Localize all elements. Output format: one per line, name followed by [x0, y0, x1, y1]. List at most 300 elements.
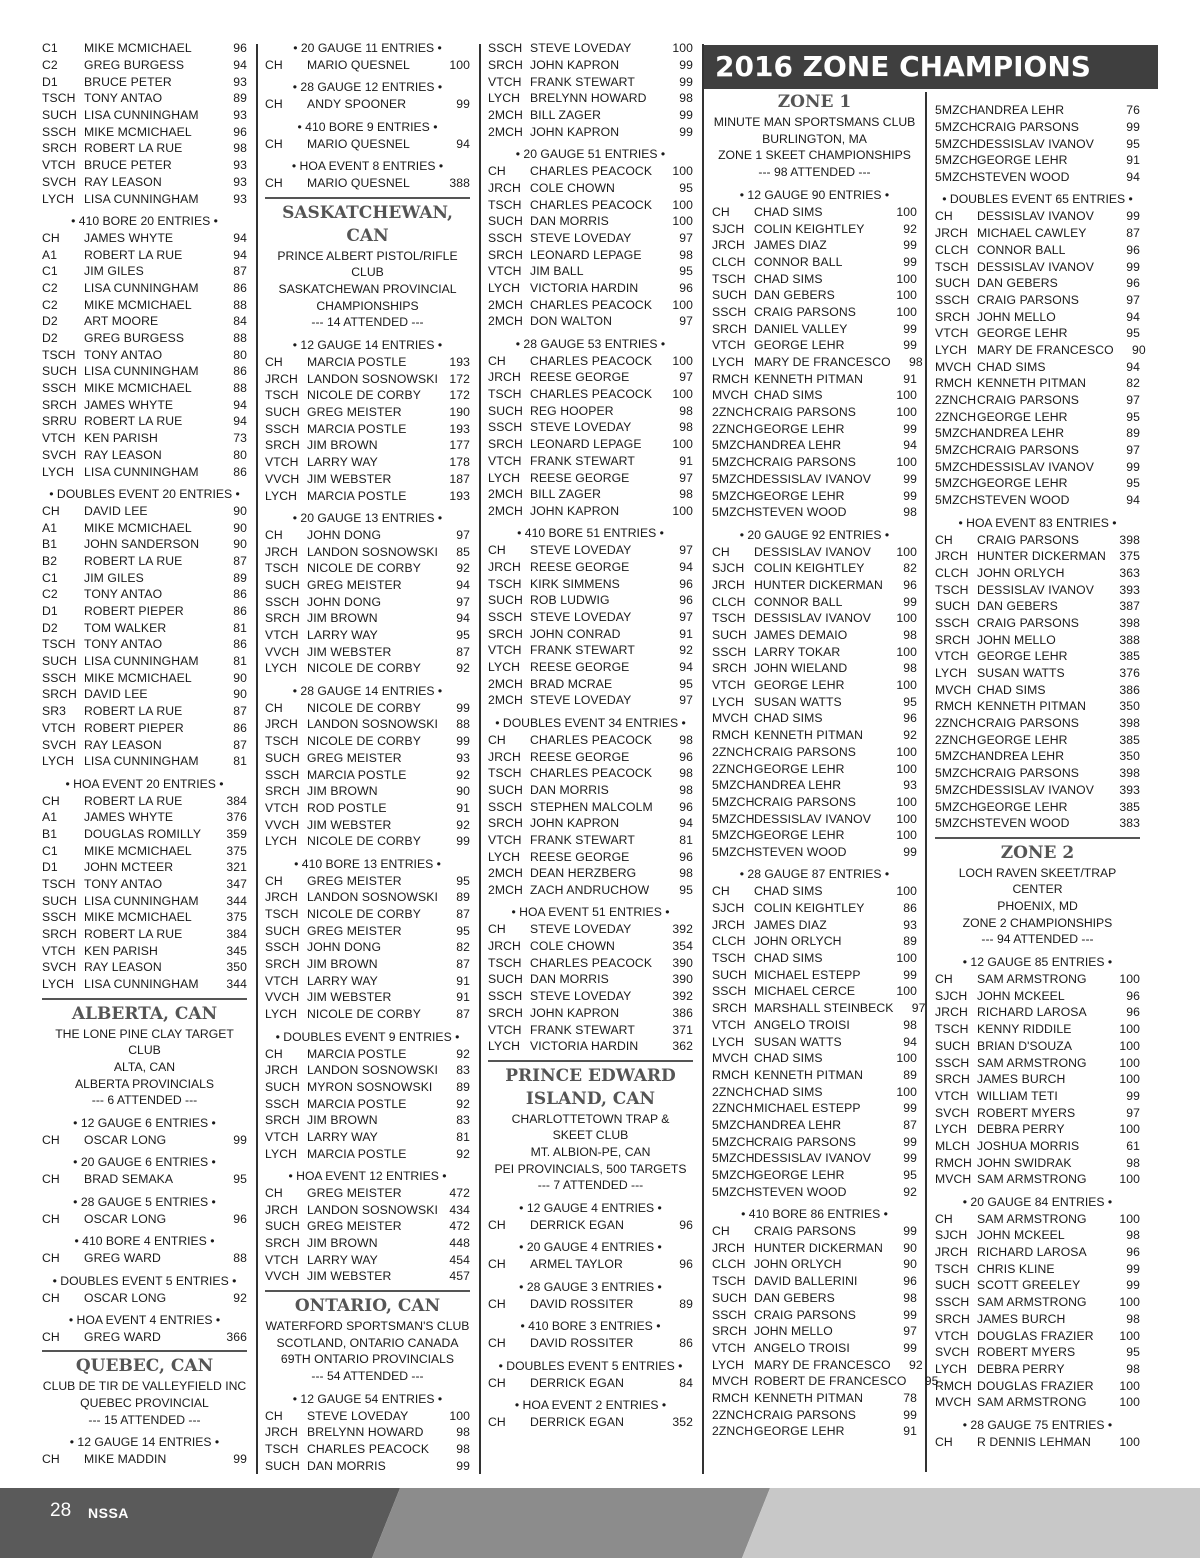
result-row	[42, 263, 247, 280]
class-code: 5MZCH	[935, 170, 978, 185]
shooter-name: FRANK STEWART	[530, 1022, 635, 1037]
score: 94	[233, 58, 247, 73]
result-row	[42, 380, 247, 397]
class-code: SUCH	[265, 750, 300, 765]
score: 86	[903, 901, 917, 916]
result-row	[488, 1217, 693, 1234]
score: 100	[672, 164, 693, 179]
class-code: SRCH	[265, 1236, 300, 1251]
class-code: C1	[42, 264, 58, 279]
shooter-name: GREG WARD	[84, 1329, 161, 1344]
score: 100	[1119, 1055, 1140, 1070]
shooter-name: ART MOORE	[84, 314, 159, 329]
class-code: SUCH	[712, 288, 747, 303]
score: 99	[456, 97, 470, 112]
result-row	[265, 1062, 470, 1079]
result-row	[935, 1260, 1140, 1277]
shooter-name: ROBERT LA RUE	[84, 553, 183, 568]
shooter-name: LARRY WAY	[307, 973, 378, 988]
result-row	[488, 882, 693, 899]
score: 366	[226, 1329, 247, 1344]
result-row	[488, 1256, 693, 1273]
result-row	[42, 926, 247, 943]
class-code: SJCH	[712, 901, 745, 916]
score: 82	[456, 940, 470, 955]
class-code: SVCH	[42, 174, 77, 189]
class-code: VTCH	[935, 649, 969, 664]
score: 97	[1126, 443, 1140, 458]
result-row	[935, 782, 1140, 799]
event-heading: • 20 GAUGE 4 ENTRIES •	[519, 1240, 662, 1255]
score: 82	[1126, 376, 1140, 391]
score: 76	[1126, 103, 1140, 118]
result-row	[488, 402, 693, 419]
result-row	[935, 208, 1140, 225]
score: 98	[903, 1290, 917, 1305]
class-code: VTCH	[42, 431, 76, 446]
class-code: CH	[488, 1296, 506, 1311]
score: 97	[679, 230, 693, 245]
event-heading: • HOA EVENT 51 ENTRIES •	[511, 905, 670, 920]
class-code: SSCH	[488, 799, 523, 814]
section-header	[488, 1060, 693, 1111]
score: 99	[1126, 1261, 1140, 1276]
result-row	[265, 783, 470, 800]
shooter-name: CHAD SIMS	[977, 682, 1046, 697]
result-row	[488, 988, 693, 1005]
shooter-name: TONY ANTAO	[84, 877, 163, 892]
class-code: 5MZCH	[935, 120, 978, 135]
shooter-name: MIKE MCMICHAEL	[84, 297, 192, 312]
shooter-name: DAN MORRIS	[530, 214, 609, 229]
shooter-name: STEVE LOVEDAY	[530, 230, 632, 245]
result-row	[935, 325, 1140, 342]
class-code: C1	[42, 41, 58, 56]
result-row	[712, 660, 917, 677]
result-row	[265, 1006, 470, 1023]
result-row	[488, 40, 693, 57]
class-code: 2MCH	[488, 108, 523, 123]
score: 347	[226, 877, 247, 892]
class-code: LYCH	[488, 470, 521, 485]
shooter-name: MARCIA POSTLE	[307, 355, 407, 370]
shooter-name: JIM BROWN	[307, 438, 378, 453]
score: 100	[896, 455, 917, 470]
result-row	[42, 123, 247, 140]
section-info-line: ZONE 1 SKEET CHAMPIONSHIPS	[718, 148, 911, 163]
result-row	[712, 744, 917, 761]
result-row	[488, 954, 693, 971]
result-row	[712, 1000, 926, 1017]
class-code: 2ZNCH	[712, 405, 754, 420]
result-row	[488, 213, 693, 230]
shooter-name: CHAD SIMS	[977, 359, 1046, 374]
score: 472	[449, 1219, 470, 1234]
result-row	[935, 1311, 1140, 1328]
section-title: ZONE 2	[1000, 842, 1075, 863]
score: 96	[679, 799, 693, 814]
shooter-name: JIM BROWN	[307, 1113, 378, 1128]
result-row	[42, 686, 247, 703]
result-row	[935, 1054, 1140, 1071]
class-code: SRCH	[42, 687, 77, 702]
class-code: CH	[265, 1186, 283, 1201]
shooter-name: ROBERT LA RUE	[84, 414, 183, 429]
result-row	[935, 408, 1140, 425]
class-code: LYCH	[935, 342, 968, 357]
class-code: TSCH	[265, 388, 299, 403]
result-row	[935, 1344, 1140, 1361]
score: 84	[233, 314, 247, 329]
class-code: LYCH	[488, 1039, 521, 1054]
shooter-name: ARMEL TAYLOR	[530, 1257, 623, 1272]
score: 91	[679, 626, 693, 641]
class-code: 5MZCH	[712, 438, 755, 453]
shooter-name: BILL ZAGER	[530, 487, 601, 502]
shooter-name: DEBRA PERRY	[977, 1361, 1065, 1376]
event-heading: • HOA EVENT 83 ENTRIES •	[958, 515, 1117, 530]
score: 98	[1126, 1361, 1140, 1376]
class-code: CH	[42, 1290, 60, 1305]
class-code: CH	[488, 353, 506, 368]
result-row	[935, 1277, 1140, 1294]
score: 86	[233, 720, 247, 735]
shooter-name: GEORGE LEHR	[977, 326, 1068, 341]
shooter-name: LEONARD LEPAGE	[530, 437, 642, 452]
score: 385	[1119, 732, 1140, 747]
shooter-name: CHAD SIMS	[754, 388, 823, 403]
class-code: VTCH	[265, 628, 299, 643]
class-code: TSCH	[42, 347, 76, 362]
result-row	[42, 107, 247, 124]
result-row	[265, 404, 470, 421]
result-row	[935, 458, 1140, 475]
results-column-1	[42, 40, 247, 1468]
result-row	[42, 346, 247, 363]
shooter-name: SCOTT GREELEY	[977, 1278, 1081, 1293]
score: 89	[679, 1296, 693, 1311]
shooter-name: ANDREA LEHR	[977, 749, 1065, 764]
score: 91	[903, 1424, 917, 1439]
shooter-name: ROBERT LA RUE	[84, 793, 183, 808]
shooter-name: CRAIG PARSONS	[977, 615, 1079, 630]
result-row	[265, 560, 470, 577]
result-row	[42, 447, 247, 464]
class-code: VVCH	[265, 1269, 300, 1284]
shooter-name: ROB LUDWIG	[530, 593, 610, 608]
result-row	[42, 809, 247, 826]
result-row	[935, 971, 1140, 988]
shooter-name: KENNETH PITMAN	[977, 376, 1087, 391]
shooter-name: JOHN SWIDRAK	[977, 1155, 1072, 1170]
score: 99	[456, 700, 470, 715]
score: 86	[233, 604, 247, 619]
section-info-line: CLUB DE TIR DE VALLEYFIELD INC	[42, 1379, 247, 1394]
event-heading: • 410 BORE 4 ENTRIES •	[74, 1234, 215, 1249]
shooter-name: HUNTER DICKERMAN	[754, 1240, 883, 1255]
shooter-name: JOHN MELLO	[977, 309, 1056, 324]
shooter-name: CONNOR BALL	[977, 242, 1066, 257]
result-row	[712, 710, 917, 727]
shooter-name: DAVID LEE	[84, 503, 148, 518]
shooter-name: REG HOOPER	[530, 403, 614, 418]
class-code: LYCH	[265, 834, 298, 849]
score: 94	[903, 438, 917, 453]
result-row	[488, 625, 693, 642]
shooter-name: BRIAN D'SOUZA	[977, 1038, 1073, 1053]
shooter-name: ROBERT MYERS	[977, 1105, 1076, 1120]
shooter-name: BRELYNN HOWARD	[530, 91, 647, 106]
class-code: VTCH	[488, 453, 522, 468]
result-row	[488, 503, 693, 520]
class-code: SR3	[42, 704, 67, 719]
shooter-name: KENNETH PITMAN	[754, 1390, 864, 1405]
class-code: JRCH	[712, 917, 745, 932]
result-row	[42, 1171, 247, 1188]
event-heading: • DOUBLES EVENT 65 ENTRIES •	[942, 192, 1133, 207]
class-code: 5MZCH	[935, 103, 978, 118]
shooter-name: CRAIG PARSONS	[977, 532, 1079, 547]
shooter-name: JAMES DIAZ	[754, 917, 827, 932]
event-heading: • 20 GAUGE 6 ENTRIES •	[73, 1155, 216, 1170]
shooter-name: TONY ANTAO	[84, 91, 163, 106]
class-code: 2ZNCH	[712, 421, 754, 436]
score: 448	[449, 1236, 470, 1251]
score: 99	[233, 1452, 247, 1467]
score: 98	[1126, 1228, 1140, 1243]
shooter-name: NICOLE DE CORBY	[307, 907, 421, 922]
event-heading: • 28 GAUGE 75 ENTRIES •	[962, 1417, 1113, 1432]
class-code: CH	[265, 97, 283, 112]
shooter-name: REESE GEORGE	[530, 470, 630, 485]
score: 87	[233, 704, 247, 719]
shooter-name: DESSISLAV IVANOV	[754, 471, 871, 486]
result-row	[712, 643, 917, 660]
score: 99	[903, 967, 917, 982]
shooter-name: NICOLE DE CORBY	[307, 561, 421, 576]
shooter-name: GEORGE LEHR	[977, 476, 1068, 491]
shooter-name: TONY ANTAO	[84, 347, 163, 362]
shooter-name: DAN GEBERS	[754, 288, 835, 303]
class-code: VTCH	[712, 1017, 746, 1032]
class-code: SJCH	[712, 221, 745, 236]
result-row	[935, 1138, 1140, 1155]
score: 87	[456, 1007, 470, 1022]
score: 99	[1126, 259, 1140, 274]
class-code: 5MZCH	[712, 811, 755, 826]
shooter-name: WILLIAM TETI	[977, 1088, 1058, 1103]
shooter-name: RAY LEASON	[84, 174, 162, 189]
class-code: D2	[42, 620, 58, 635]
result-row	[488, 73, 693, 90]
score: 99	[679, 108, 693, 123]
class-code: B1	[42, 537, 58, 552]
shooter-name: GEORGE LEHR	[754, 1168, 845, 1183]
class-code: CH	[265, 873, 283, 888]
shooter-name: DESSISLAV IVANOV	[754, 1151, 871, 1166]
class-code: SUCH	[488, 403, 523, 418]
score: 93	[456, 750, 470, 765]
shooter-name: DERRICK EGAN	[530, 1375, 624, 1390]
class-code: SSCH	[935, 1055, 970, 1070]
score: 100	[672, 41, 693, 56]
score: 97	[1126, 393, 1140, 408]
result-row	[265, 454, 470, 471]
score: 352	[672, 1414, 693, 1429]
class-code: JRCH	[265, 544, 298, 559]
result-row	[935, 1104, 1140, 1121]
result-row	[712, 900, 917, 917]
class-code: LYCH	[42, 977, 75, 992]
score: 99	[903, 254, 917, 269]
shooter-name: GEORGE LEHR	[977, 799, 1068, 814]
score: 88	[233, 381, 247, 396]
class-code: VTCH	[488, 1022, 522, 1037]
class-code: JRCH	[712, 577, 745, 592]
score: 100	[896, 611, 917, 626]
results-column-2	[265, 40, 470, 1474]
score: 99	[903, 844, 917, 859]
score: 92	[456, 561, 470, 576]
shooter-name: JIM BALL	[530, 264, 584, 279]
score: 96	[1126, 1005, 1140, 1020]
class-code: RMCH	[712, 371, 749, 386]
score: 96	[233, 1211, 247, 1226]
score: 99	[903, 321, 917, 336]
result-row	[42, 463, 247, 480]
class-code: TSCH	[935, 259, 969, 274]
class-code: JRCH	[265, 1425, 298, 1440]
score: 88	[233, 331, 247, 346]
class-code: SRCH	[265, 611, 300, 626]
class-code: CH	[488, 1257, 506, 1272]
score: 98	[679, 866, 693, 881]
shooter-name: SUSAN WATTS	[754, 1034, 842, 1049]
score: 94	[679, 660, 693, 675]
class-code: TSCH	[935, 582, 969, 597]
score: 87	[233, 737, 247, 752]
result-row	[935, 698, 1140, 715]
shooter-name: CHARLES PEACOCK	[530, 732, 653, 747]
result-row	[42, 140, 247, 157]
section-info-line: CHAMPIONSHIPS	[316, 298, 419, 313]
class-code: RMCH	[935, 699, 972, 714]
score: 96	[679, 1257, 693, 1272]
result-row	[42, 296, 247, 313]
shooter-name: GEORGE LEHR	[977, 153, 1068, 168]
class-code: RMCH	[935, 1155, 972, 1170]
class-code: VTCH	[488, 74, 522, 89]
shooter-name: ROBERT LA RUE	[84, 704, 183, 719]
result-row	[42, 1289, 247, 1306]
result-row	[265, 1218, 470, 1235]
score: 90	[233, 687, 247, 702]
class-code: SSCH	[488, 420, 523, 435]
score: 98	[679, 91, 693, 106]
score: 454	[449, 1252, 470, 1267]
result-row	[935, 765, 1140, 782]
class-code: SUCH	[935, 276, 970, 291]
score: 100	[896, 884, 917, 899]
score: 94	[456, 611, 470, 626]
class-code: CH	[935, 1211, 953, 1226]
class-code: A1	[42, 520, 58, 535]
result-row	[42, 1132, 247, 1149]
result-row	[712, 220, 917, 237]
result-row	[712, 577, 917, 594]
score: 96	[233, 41, 247, 56]
class-code: SJCH	[935, 988, 968, 1003]
result-row	[935, 1088, 1140, 1105]
score: 92	[456, 817, 470, 832]
section-info-line: 69TH ONTARIO PROVINCIALS	[280, 1352, 455, 1367]
class-code: VTCH	[712, 1340, 746, 1355]
class-code: SSCH	[42, 381, 77, 396]
class-code: MVCH	[935, 682, 972, 697]
class-code: CH	[42, 793, 60, 808]
shooter-name: OSCAR LONG	[84, 1133, 167, 1148]
shooter-name: GREG MEISTER	[307, 577, 402, 592]
result-row	[265, 354, 470, 371]
shooter-name: GEORGE LEHR	[977, 732, 1068, 747]
shooter-name: LANDON SOSNOWSKI	[307, 544, 438, 559]
result-row	[42, 313, 247, 330]
class-code: TSCH	[42, 877, 76, 892]
result-row	[265, 527, 470, 544]
shooter-name: CRAIG PARSONS	[754, 1224, 856, 1239]
shooter-name: CRAIG PARSONS	[977, 393, 1079, 408]
score: 94	[1126, 309, 1140, 324]
shooter-name: CHAD SIMS	[754, 204, 823, 219]
class-code: SVCH	[42, 737, 77, 752]
score: 90	[903, 1240, 917, 1255]
result-row	[488, 107, 693, 124]
score: 385	[1119, 649, 1140, 664]
class-code: 5MZCH	[935, 476, 978, 491]
result-row	[488, 609, 693, 626]
score: 98	[679, 732, 693, 747]
class-code: JRCH	[935, 226, 968, 241]
section-header	[42, 998, 247, 1026]
score: 172	[449, 371, 470, 386]
score: 87	[233, 553, 247, 568]
result-row	[488, 659, 693, 676]
results-column-4	[712, 88, 939, 1440]
score: 362	[672, 1039, 693, 1054]
shooter-name: LARRY WAY	[307, 1129, 378, 1144]
class-code: VTCH	[42, 943, 76, 958]
result-row	[42, 40, 247, 57]
class-code: 2MCH	[488, 676, 523, 691]
score: 99	[903, 1407, 917, 1422]
shooter-name: GREG MEISTER	[307, 873, 402, 888]
score: 89	[233, 570, 247, 585]
shooter-name: DAN GEBERS	[977, 276, 1058, 291]
shooter-name: NICOLE DE CORBY	[307, 1007, 421, 1022]
score: 172	[449, 388, 470, 403]
shooter-name: RAY LEASON	[84, 447, 162, 462]
class-code: SRCH	[42, 397, 77, 412]
class-code: CH	[42, 1172, 60, 1187]
score: 398	[1119, 532, 1140, 547]
score: 91	[1126, 153, 1140, 168]
score: 99	[1126, 209, 1140, 224]
class-code: VTCH	[488, 264, 522, 279]
class-code: 5MZCH	[712, 828, 755, 843]
result-row	[265, 1424, 470, 1441]
result-row	[265, 627, 470, 644]
score: 89	[903, 934, 917, 949]
